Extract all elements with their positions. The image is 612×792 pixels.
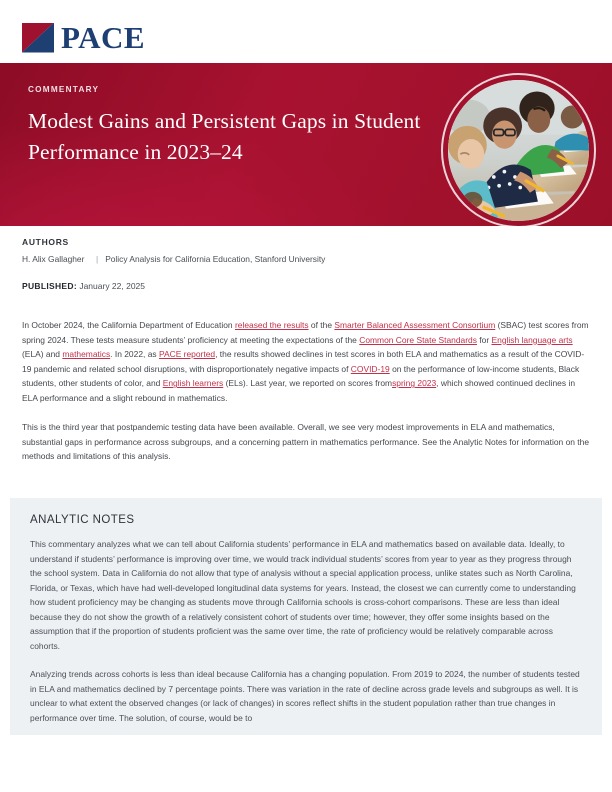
analytic-notes-paragraph-2: Analyzing trends across cohorts is less than ideal because California has a changing population. From 2019 to 2024, the number of students tested in ELA and mathematics declined by 7 percentage points. There was variation in the rate of decline across grade levels and subgroups as well. It is unclear to what extent the observed changes (or lack of changes) in scores reflect shifts in the student population rather than true changes in performance over time. The solution, of course, would be to: [30, 669, 580, 723]
link-smarter-balanced-assessment-consortium[interactable]: Smarter Balanced Assessment Consortium: [334, 320, 496, 330]
intro-p1-seg6: . In 2022, as: [110, 349, 159, 360]
analytic-notes-heading: ANALYTIC NOTES: [30, 514, 135, 526]
article-meta: [22, 237, 442, 291]
analytic-notes-paragraph-1: This commentary analyzes what we can tell about California students’ performance in ELA and mathematics based on available data. Ideally, to understand if students’ performance is improving over time, we would track individual students’ scores from year to year as they progress through the school system. Data in California do not allow that type of analysis without a special application process, unlike states such as North Carolina, Florida, or Texas, which have had well-developed longitudinal data systems for years. Instead, the closest we can currently come to understanding how student proficiency may be changing as students move through California schools is cross-cohort comparisons. These are less than ideal because they do not show the growth of a relatively consistent cohort of students over time; however, they offer some insights based on the assumption that if the proportion of students proficient was the same over time, the rate of proficiency would be relatively comparable across cohorts.: [30, 539, 576, 651]
analytic-notes-panel: [10, 498, 602, 735]
intro-p1-seg8: on the performance of low-income students, Black students, other students of color, and: [22, 363, 580, 389]
link-common-core-state-standards[interactable]: Common Core State Standards: [359, 334, 477, 345]
link-covid-19[interactable]: COVID-19: [350, 363, 390, 374]
intro-p1-seg3: (SBAC) test scores from spring 2024. These tests measure students’ proficiency at meeting the expectations of the: [22, 320, 589, 345]
author-name[interactable]: H. Alix Gallagher: [22, 254, 85, 264]
link-english-learners[interactable]: English learners: [162, 378, 224, 389]
intro-p1-seg2: of the: [308, 320, 335, 330]
hero-photo: [448, 80, 589, 221]
content-type-kicker: COMMENTARY: [28, 85, 100, 94]
intro-paragraph-1: [22, 318, 592, 405]
intro-p1-seg1: In October 2024, the California Department of Education: [22, 320, 235, 330]
hero-photo-ring: [441, 73, 596, 228]
intro-p1-seg9: (ELs). Last year, we reported on scores from: [223, 378, 393, 389]
published-line: [22, 281, 442, 291]
link-released-the-results[interactable]: released the results: [234, 320, 309, 330]
published-label: PUBLISHED:: [22, 280, 77, 291]
intro-p1-seg5: (ELA) and: [22, 349, 63, 360]
author-separator: |: [96, 254, 99, 264]
author-affiliation: Policy Analysis for California Education, Stanford University: [105, 254, 326, 264]
intro-p1-seg4: for: [476, 334, 492, 345]
link-english-language-arts[interactable]: English language arts: [491, 334, 573, 345]
hero-text-block: [28, 85, 428, 167]
students-writing-at-desks-illustration: [448, 80, 589, 221]
page-title: Modest Gains and Persistent Gaps in Student Performance in 2023–24: [28, 109, 421, 164]
intro-p1-seg7: , the results showed declines in test scores in both ELA and mathematics as a result of the COVID-19 pandemic and related school disruptions, with disproportionately negative impacts of: [22, 349, 585, 374]
link-spring-2023[interactable]: spring 2023: [392, 378, 437, 389]
published-date: January 22, 2025: [79, 280, 146, 291]
pace-logo-text: PACE: [61, 20, 146, 55]
authors-label: AUTHORS: [22, 237, 69, 247]
intro-p1-seg10: , which showed continued declines in ELA performance and a slight rebound in mathematics.: [22, 378, 576, 403]
intro-paragraph-2: This is the third year that postpandemic testing data have been available. Overall, we see very modest improvements in ELA and mathematics, substantial gaps in performance across subgroups, and a concerning pattern in mathematics performance. See the Analytic Notes for information on the methods and limitations of this analysis.: [22, 422, 590, 462]
pace-logo[interactable]: [22, 22, 145, 53]
author-entry: [22, 253, 442, 267]
article-body: [22, 318, 592, 479]
link-pace-reported[interactable]: PACE reported: [158, 349, 216, 360]
pace-logo-mark-icon: [22, 23, 54, 53]
link-mathematics[interactable]: mathematics: [62, 349, 111, 360]
